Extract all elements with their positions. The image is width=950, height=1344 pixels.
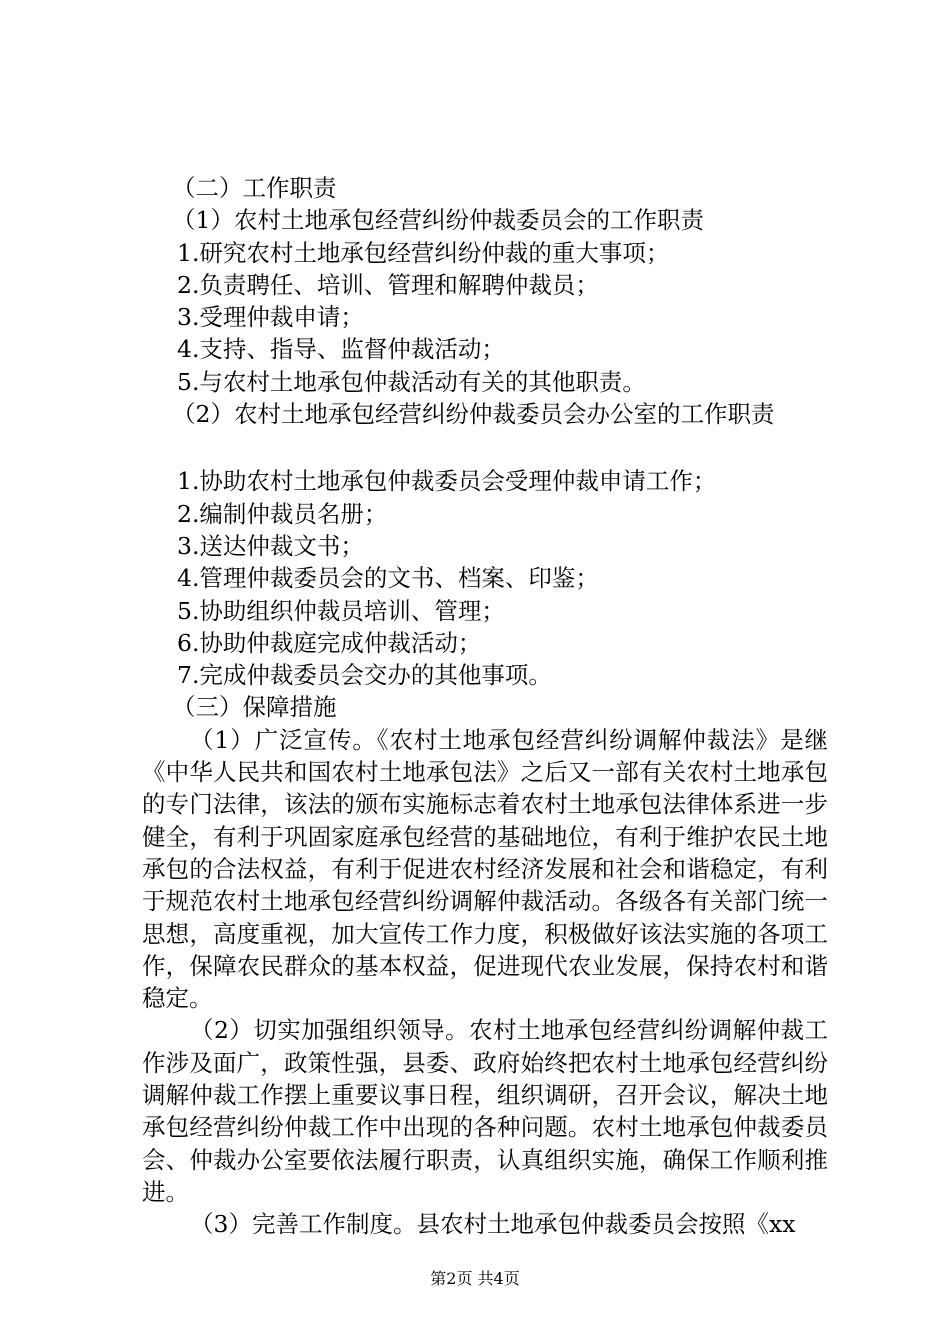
list-item: 1.协助农村土地承包仲裁委员会受理仲裁申请工作； <box>177 467 717 496</box>
blank-line <box>142 430 832 465</box>
list-item: 2.负责聘任、培训、管理和解聘仲裁员； <box>177 270 599 299</box>
list-item: 5.协助组织仲裁员培训、管理； <box>177 596 505 625</box>
list-item: 6.协助仲裁庭完成仲裁活动； <box>177 628 482 657</box>
list-item: 4.管理仲裁委员会的文书、档案、印鉴； <box>177 564 599 593</box>
list-item: 5.与农村土地承包仲裁活动有关的其他职责。 <box>177 367 646 396</box>
subheading-office-duties: （2）农村土地承包经营纠纷仲裁委员会办公室的工作职责 <box>172 400 775 429</box>
paragraph-leadership: （2）切实加强组织领导。农村土地承包经营纠纷调解仲裁工作涉及面广，政策性强，县委、政府始终把农村土地承包经营纠纷调解仲裁工作摆上重要议事日程，组织调研，召开会议，解决土地承包经营纠纷仲裁工作中出现的各种问题。农村土地承包仲裁委员会、仲裁办公室要依法履行职责，认真组织实施，确保工作顺利推进。 <box>142 1016 828 1206</box>
paragraph-work-system: （3）完善工作制度。县农村土地承包仲裁委员会按照《xx <box>190 1210 796 1239</box>
section-heading-measures: （三）保障措施 <box>172 693 337 722</box>
subheading-committee-duties: （1）农村土地承包经营纠纷仲裁委员会的工作职责 <box>172 206 704 235</box>
list-item: 4.支持、指导、监督仲裁活动； <box>177 335 505 364</box>
list-item: 7.完成仲裁委员会交办的其他事项。 <box>177 661 552 690</box>
list-item: 3.受理仲裁申请； <box>177 303 364 332</box>
paragraph-publicity: （1）广泛宣传。《农村土地承包经营纠纷调解仲裁法》是继《中华人民共和国农村土地承包法》之后又一部有关农村土地承包的专门法律，该法的颁布实施标志着农村土地承包法律体系进一步健全，有利于巩固家庭承包经营的基础地位，有利于维护农民土地承包的合法权益，有利于促进农村经济发展和社会和谐稳定，有利于规范农村土地承包经营纠纷调解仲裁活动。各级各有关部门统一思想，高度重视，加大宣传工作力度，积极做好该法实施的各项工作，保障农民群众的基本权益，促进现代农业发展，保持农村和谐稳定。 <box>142 725 828 1013</box>
list-item: 1.研究农村土地承包经营纠纷仲裁的重大事项； <box>177 238 670 267</box>
list-item: 3.送达仲裁文书； <box>177 531 364 560</box>
page-footer: 第2页 共4页 <box>430 1269 520 1288</box>
list-item: 2.编制仲裁员名册； <box>177 499 388 528</box>
section-heading-duties: （二）工作职责 <box>172 174 337 202</box>
document-body <box>142 172 832 1241</box>
